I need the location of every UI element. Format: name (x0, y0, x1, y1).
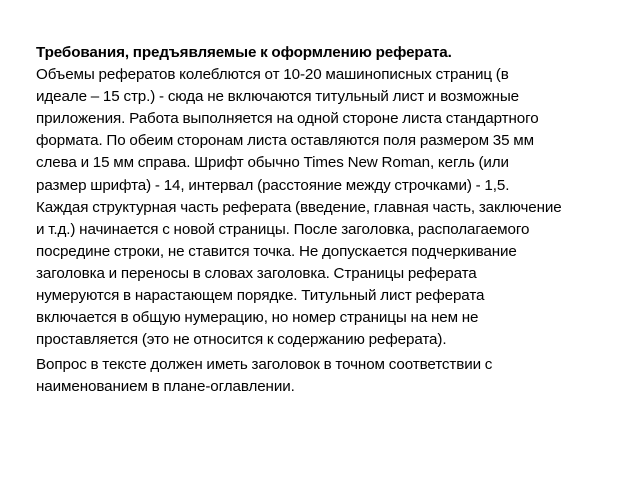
text-box (36, 42, 611, 402)
paragraph-main (36, 42, 611, 351)
paragraph-2: Вопрос в тексте должен иметь заголовок в точном соответствии с наименованием в плане-оглавлении. (36, 356, 493, 396)
paragraph-1-text: Объемы рефератов колеблются от 10-20 машинописных страниц (в идеале – 15 стр.) - сюда не включаются титульный лист и возможные приложения. Работа выполняется на одной стороне листа стандартного формата. По обеим сторонам листа оставляются поля размером 35 мм слева и 15 мм справа. Шрифт обычно Times New Roman, кегль (или размер шрифта) - 14, интервал (расстояние между строчками) - 1,5. Каждая структурная часть реферата (введение, главная часть, заключение и т.д.) начинается с новой страницы. После заголовка, располагаемого посредине строки, не ставится точка. Не допускается подчеркивание заголовка и переносы в словах заголовка. Страницы реферата нумеруются в нарастающем порядке. Титульный лист реферата включается в общую нумерацию, но номер страницы на нем не проставляется (это не относится к содержанию реферата). (36, 66, 562, 349)
document-heading: Требования, предъявляемые к оформлению реферата. (36, 44, 452, 61)
